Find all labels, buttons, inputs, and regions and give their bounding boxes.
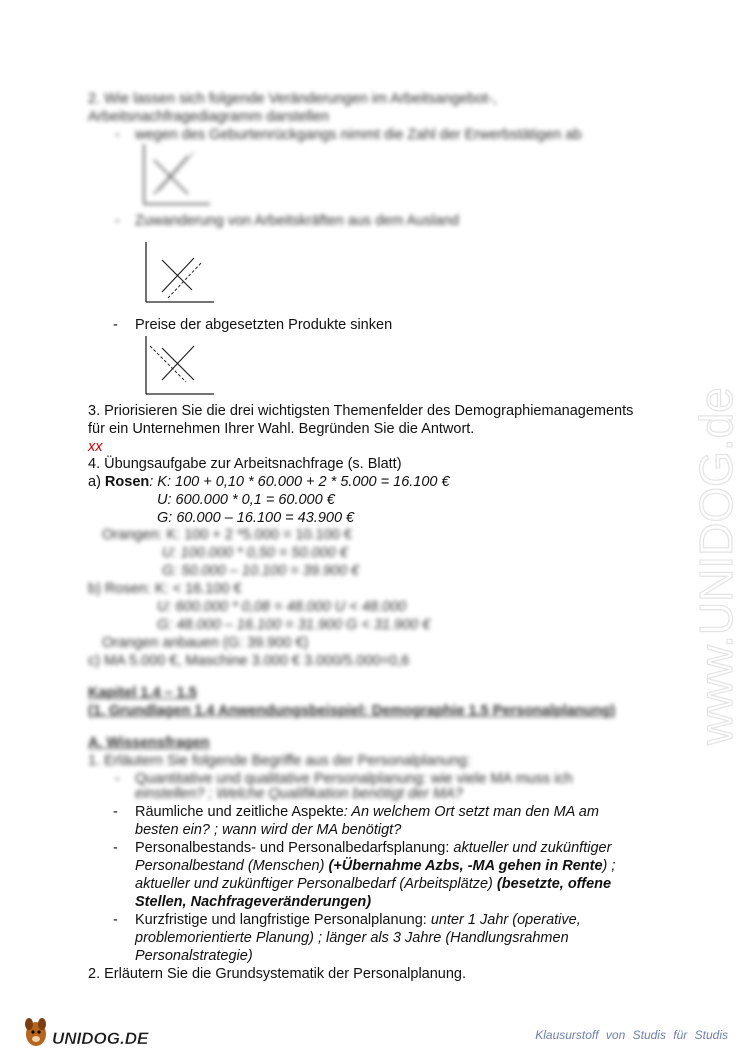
blurred-line: G: 48.000 – 16.100 = 31.900 G < 31.900 € <box>157 617 431 633</box>
bullet-4-text: unter 1 Jahr (operative, <box>430 912 581 928</box>
logo-text: UNIDOG.DE <box>52 1029 149 1048</box>
question-2-line1: 2. Wie lassen sich folgende Veränderungen im Arbeitsangebot-, <box>88 91 497 107</box>
watermark-text: www.UNIDOG.de <box>690 387 742 745</box>
diagram-1 <box>138 142 218 212</box>
bullet-4-line1 <box>135 911 581 929</box>
list-item-2: Zuwanderung von Arbeitskräften aus dem Ausland <box>135 213 460 229</box>
bullet-2-text: : An welchem Ort setzt man den MA am <box>343 804 599 820</box>
bullet-3-line2 <box>135 857 615 875</box>
answer-a-line3: G: 60.000 – 16.100 = 43.900 € <box>157 510 355 526</box>
diagram-3 <box>140 334 220 398</box>
question-1: 1. Erläutern Sie folgende Begriffe aus der Personalplanung: <box>88 753 471 769</box>
list-item-1: wegen des Geburtenrückgangs nimmt die Zahl der Erwerbstätigen ab <box>135 127 582 143</box>
bullet-4-line3: Personalstrategie) <box>135 948 253 964</box>
diagram-2 <box>140 240 220 306</box>
blurred-line: U: 600.000 * 0,08 = 48.000 U < 48.000 <box>157 599 407 615</box>
blurred-line: Orangen anbauen (G: 39.900 €) <box>102 635 309 651</box>
question-3-line1: 3. Priorisieren Sie die drei wichtigsten Themenfelder des Demographiemanagements <box>88 403 634 419</box>
chapter-subheading: (1. Grundlagen 1.4 Anwendungsbeispiel: Demographie 1.5 Personalplanung) <box>88 703 616 719</box>
answer-a-line2: U: 600.000 * 0,1 = 60.000 € <box>157 492 335 508</box>
blurred-line: Orangen: K: 100 + 2 *5.000 = 10.100 € <box>102 527 352 543</box>
list-dash: - <box>113 317 118 333</box>
bullet-1-line1: Quantitative und qualitative Personalplanung: wie viele MA muss ich <box>135 771 573 787</box>
rosen-label: Rosen <box>104 474 150 490</box>
list-dash: - <box>113 804 118 820</box>
bullet-4-line2: problemorientierte Planung) ; länger als 3 Jahre (Handlungsrahmen <box>135 930 569 946</box>
footer-tagline: Klausurstoff von Studis für Studis <box>535 1028 728 1042</box>
bullet-3-text: ) ; <box>602 858 616 874</box>
bullet-3-text: aktueller und zukünftiger <box>453 840 612 856</box>
blurred-line: b) Rosen: K: < 16.100 € <box>88 581 242 597</box>
bullet-2-line1 <box>135 803 599 821</box>
answer-a-line1 <box>88 473 450 491</box>
section-heading: A. Wissensfragen <box>88 735 210 751</box>
list-dash: - <box>115 771 120 787</box>
bullet-4-label: Kurzfristige und langfristige Personalplanung: <box>135 912 431 928</box>
list-dash: - <box>115 213 120 229</box>
bullet-1-line2: einstellen? ; Welche Qualifikation benötigt der MA? <box>135 786 463 802</box>
list-dash: - <box>113 912 118 928</box>
blurred-line: c) MA 5.000 €, Maschine 3.000 € 3.000/5.000=0,6 <box>88 653 410 669</box>
answer-a-prefix: a) <box>88 474 105 490</box>
unidog-logo <box>20 1010 160 1054</box>
list-item-3: Preise der abgesetzten Produkte sinken <box>135 317 393 333</box>
rosen-cost: : K: 100 + 0,10 * 60.000 + 2 * 5.000 = 16.100 € <box>149 474 450 490</box>
bullet-3-text: Personalbestand (Menschen) <box>135 858 329 874</box>
list-dash: - <box>113 840 118 856</box>
chapter-heading: Kapitel 1.4 – 1.5 <box>88 685 197 701</box>
bullet-3-bold: (besetzte, offene <box>496 876 612 892</box>
bullet-3-label: Personalbestands- und Personalbedarfsplanung: <box>135 840 454 856</box>
bullet-3-text: aktueller und zukünftiger Personalbedarf (Arbeitsplätze) <box>135 876 497 892</box>
bullet-3-line1 <box>135 839 611 857</box>
bullet-3-line4: Stellen, Nachfrageveränderungen) <box>135 894 372 910</box>
placeholder-xx: xx <box>88 439 103 455</box>
question-3-line2: für ein Unternehmen Ihrer Wahl. Begründen Sie die Antwort. <box>88 421 475 437</box>
question-2-line2: Arbeitsnachfragediagramm darstellen <box>88 109 329 125</box>
watermark <box>640 300 750 760</box>
question-2b: 2. Erläutern Sie die Grundsystematik der Personalplanung. <box>88 966 467 982</box>
blurred-line: G: 50.000 – 10.100 = 39.900 € <box>162 563 360 579</box>
list-dash: - <box>115 127 120 143</box>
question-4: 4. Übungsaufgabe zur Arbeitsnachfrage (s. Blatt) <box>88 456 402 472</box>
bullet-3-line3 <box>135 875 611 893</box>
blurred-line: U: 100.000 * 0,50 = 50.000 € <box>162 545 348 561</box>
bullet-2-line2: besten ein? ; wann wird der MA benötigt? <box>135 822 402 838</box>
bullet-2-label: Räumliche und zeitliche Aspekte <box>135 804 344 820</box>
bullet-3-bold: (+Übernahme Azbs, -MA gehen in Rente <box>328 858 603 874</box>
